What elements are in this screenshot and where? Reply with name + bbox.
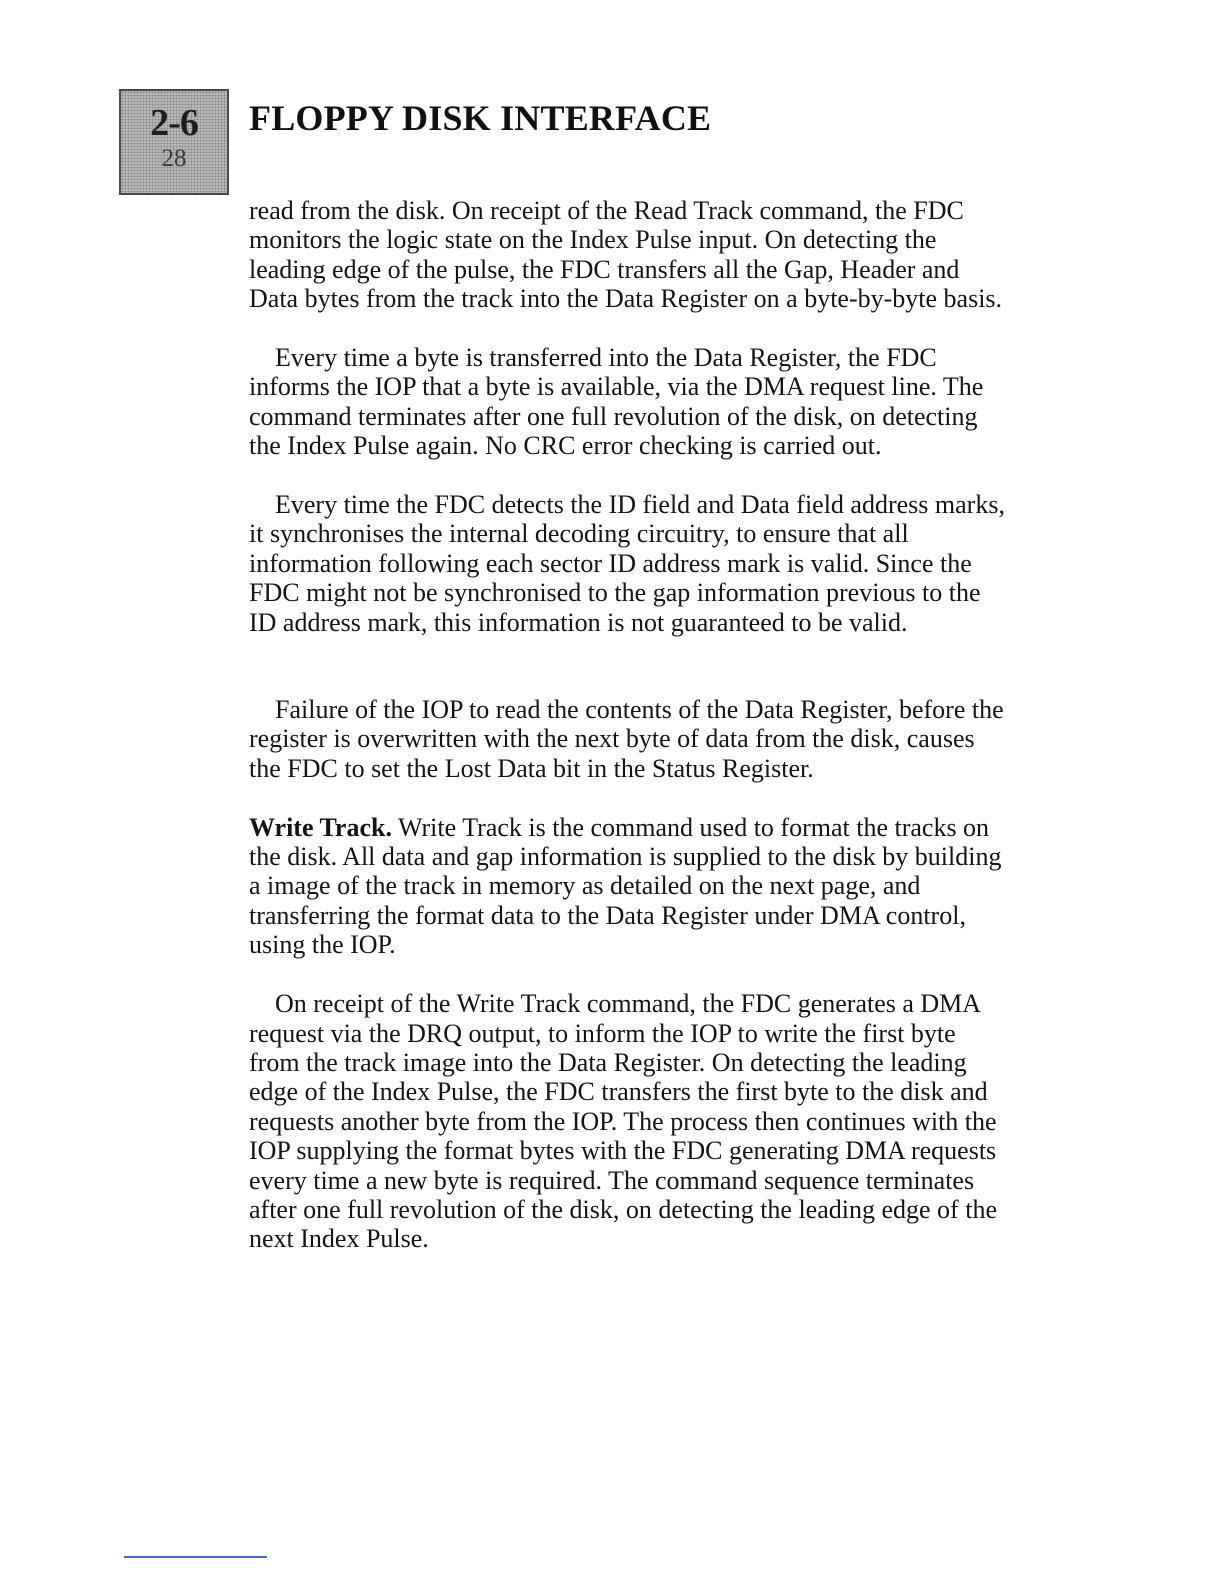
page-title: FLOPPY DISK INTERFACE <box>249 98 712 138</box>
body-text <box>249 196 1009 1283</box>
write-track-text: Write Track is the command used to format the tracks on the disk. All data and gap information is supplied to the disk by building a image of the track in memory as detailed on the next page, and transferring the format data to the Data Register under DMA control, using the IOP. <box>249 812 1002 960</box>
section-tab <box>119 89 229 195</box>
section-number: 2-6 <box>150 102 198 144</box>
paragraph-write-track-sequence: On receipt of the Write Track command, the FDC generates a DMA request via the DRQ output, to inform the IOP to write the first byte from the track image into the Data Register. On detecting the leading edge of the Index Pulse, the FDC transfers the first byte to the disk and requests another byte from the IOP. The process then continues with the IOP supplying the format bytes with the FDC generating DMA requests every time a new byte is required. The command sequence terminates after one full revolution of the disk, on detecting the leading edge of the next Index Pulse. <box>249 989 997 1254</box>
write-track-heading: Write Track. <box>249 812 392 842</box>
paragraph-lost-data: Failure of the IOP to read the contents of the Data Register, before the register is overwritten with the next byte of data from the disk, causes the FDC to set the Lost Data bit in the Status Register. <box>249 695 1004 783</box>
paragraph-address-marks: Every time the FDC detects the ID field and Data field address marks, it synchronises the internal decoding circuitry, to ensure that all information following each sector ID address mark is valid. Since the FDC might not be synchronised to the gap information previous to the ID address mark, this information is not guaranteed to be valid. <box>249 490 1005 637</box>
paragraph-dma-request: Every time a byte is transferred into the Data Register, the FDC informs the IOP that a byte is available, via the DMA request line. The command terminates after one full revolution of the disk, on detecting the Index Pulse again. No CRC error checking is carried out. <box>249 343 984 461</box>
page-number: 28 <box>161 145 187 172</box>
footer-rule <box>124 1556 267 1558</box>
paragraph-write-track <box>249 813 1009 960</box>
paragraph-read-track-continued: read from the disk. On receipt of the Read Track command, the FDC monitors the logic state on the Index Pulse input. On detecting the leading edge of the pulse, the FDC transfers all the Gap, Header and Data bytes from the track into the Data Register on a byte-by-byte basis. <box>249 196 1003 314</box>
